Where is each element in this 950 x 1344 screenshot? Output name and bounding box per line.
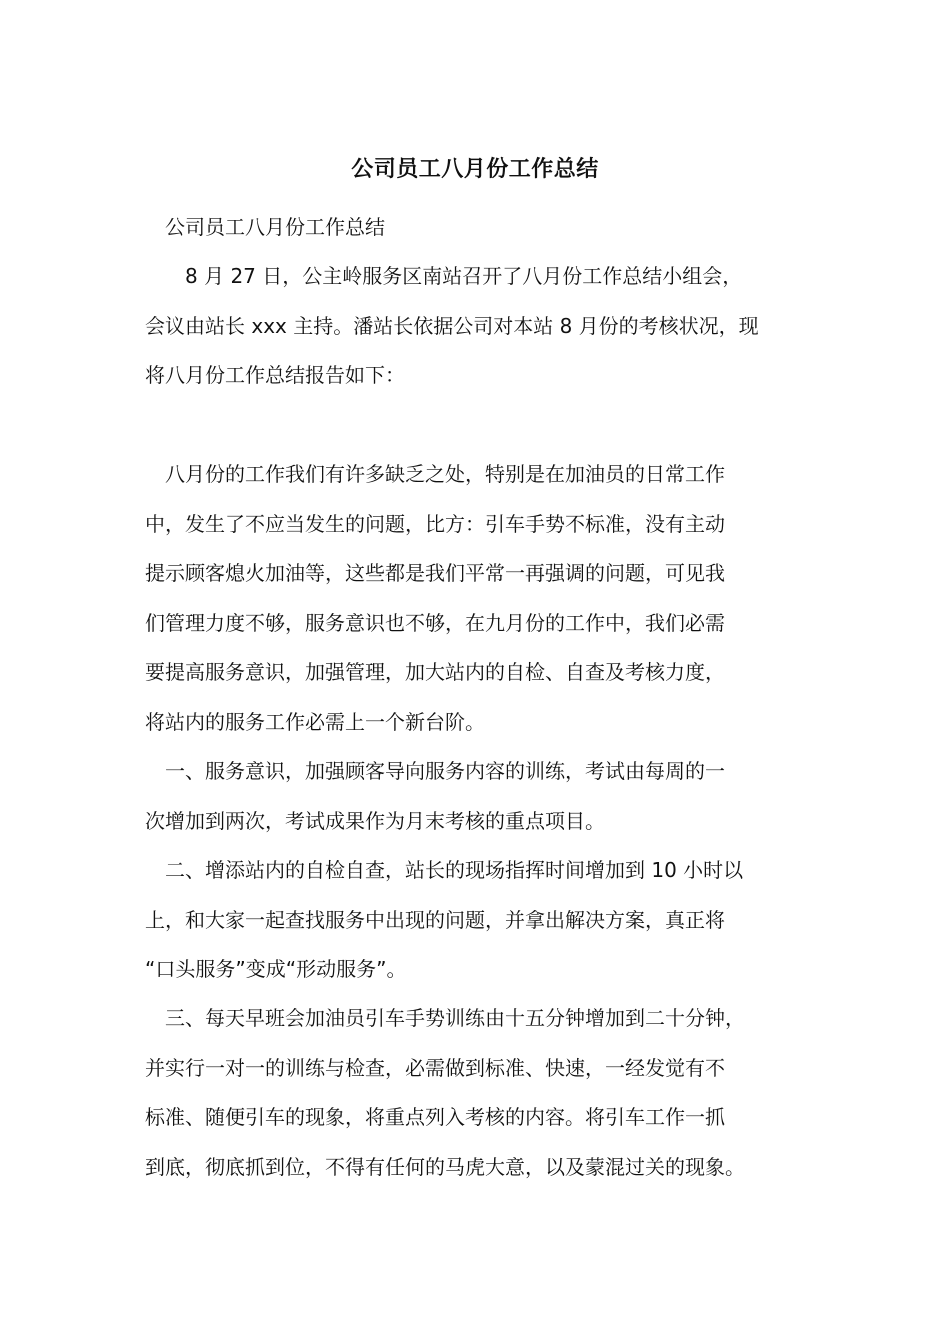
main-line-1: 八月份的工作我们有许多缺乏之处，特别是在加油员的日常工作 xyxy=(165,462,725,486)
intro-line-3: 将八月份工作总结报告如下： xyxy=(145,363,405,387)
main-paragraph xyxy=(145,450,825,747)
item-three-line-2: 并实行一对一的训练与检查，必需做到标准、快速，一经发觉有不 xyxy=(145,1055,725,1080)
item-three-paragraph xyxy=(145,994,825,1192)
subtitle-line: 公司员工八月份工作总结 xyxy=(165,215,385,239)
item-one-line-2: 次增加到两次，考试成果作为月末考核的重点项目。 xyxy=(145,808,605,833)
intro-paragraph xyxy=(145,252,825,401)
item-three-line-3: 标准、随便引车的现象，将重点列入考核的内容。将引车工作一抓 xyxy=(145,1105,725,1129)
item-three-line-1: 三、每天早班会加油员引车手势训练由十五分钟增加到二十分钟， xyxy=(165,1006,745,1030)
subtitle-paragraph xyxy=(145,203,825,253)
main-line-3: 提示顾客熄火加油等，这些都是我们平常一再强调的问题，可见我 xyxy=(145,561,725,585)
item-two-paragraph xyxy=(145,846,825,995)
item-two-line-3: “口头服务”变成“形动服务”。 xyxy=(145,957,407,981)
intro-line-1: 8 月 27 日，公主岭服务区南站召开了八月份工作总结小组会， xyxy=(185,264,743,288)
item-one-line-1: 一、服务意识，加强顾客导向服务内容的训练，考试由每周的一 xyxy=(165,759,725,783)
main-line-5: 要提高服务意识，加强管理，加大站内的自检、自查及考核力度， xyxy=(145,660,725,684)
main-line-2: 中，发生了不应当发生的问题，比方：引车手势不标准，没有主动 xyxy=(145,511,725,536)
item-three-line-4: 到底，彻底抓到位，不得有任何的马虎大意，以及蒙混过关的现象。 xyxy=(145,1154,745,1179)
document-title: 公司员工八月份工作总结 xyxy=(351,157,599,182)
item-two-line-1: 二、增添站内的自检自查，站长的现场指挥时间增加到 10 小时以 xyxy=(165,858,744,882)
intro-line-2: 会议由站长 xxx 主持。潘站长依据公司对本站 8 月份的考核状况，现 xyxy=(145,313,759,338)
main-line-6: 将站内的服务工作必需上一个新台阶。 xyxy=(145,709,485,734)
main-line-4: 们管理力度不够，服务意识也不够，在九月份的工作中，我们必需 xyxy=(145,610,725,635)
item-one-paragraph xyxy=(145,747,825,846)
item-two-line-2: 上，和大家一起查找服务中出现的问题，并拿出解决方案，真正将 xyxy=(145,907,725,932)
